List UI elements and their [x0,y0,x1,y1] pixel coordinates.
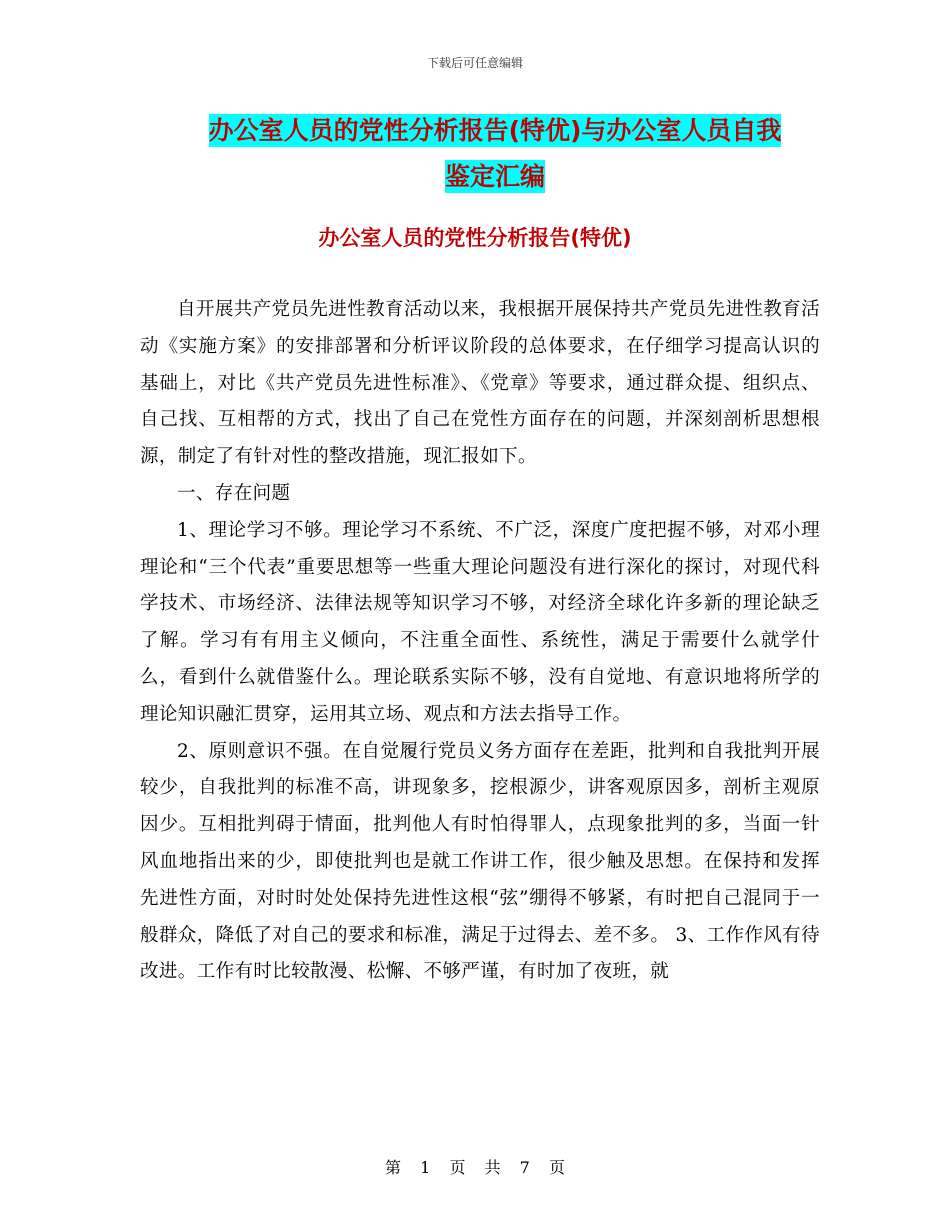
document-title [150,108,840,200]
paragraph-heading-problems: 一、存在问题 [177,482,291,504]
footer-total-pages: 7 [519,1158,530,1177]
document-body [140,292,820,991]
paragraph-item-2: 2、原则意识不强。在自觉履行党员义务方面存在差距，批判和自我批判开展较少，自我批判的标准不高，讲现象多，挖根源少，讲客观原因多，剖析主观原因少。互相批判碍于情面，批判他人有时怕得罪人，点现象批判的多，当面一针风血地指出来的少，即使批判也是就工作讲工作，很少触及思想。在保持和发挥先进性方面，对时时处处保持先进性这根“弦”绷得不够紧，有时把自己混同于一般群众，降低了对自己的要求和标准，满足于过得去、差不多。 3、工作作风有待改进。工作有时比较散漫、松懈、不够严谨，有时加了夜班，就 [140,740,820,983]
footer-page-label: 页 [449,1158,466,1177]
footer-prefix: 第 [385,1158,402,1177]
section-title: 办公室人员的党性分析报告(特优) [318,226,632,250]
paragraph-intro: 自开展共产党员先进性教育活动以来，我根据开展保持共产党员先进性教育活动《实施方案》的安排部署和分析评议阶段的总体要求，在仔细学习提高认识的基础上，对比《共产党员先进性标准》、《党章》等要求，通过群众提、组织点、自己找、互相帮的方式，找出了自己在党性方面存在的问题，并深刻剖析思想根源，制定了有针对性的整改措施，现汇报如下。 [140,299,820,468]
document-title-line1: 办公室人员的党性分析报告(特优)与办公室人员自我 [208,116,782,145]
header-note: 下载后可任意编辑 [426,56,523,70]
page-footer [0,1155,950,1178]
paragraph-item-1: 1、理论学习不够。理论学习不系统、不广泛，深度广度把握不够，对邓小理理论和“三个代表”重要思想等一些重大理论问题没有进行深化的探讨，对现代科学技术、市场经济、法律法规等知识学习不够，对经济全球化许多新的理论缺乏了解。学习有有用主义倾向，不注重全面性、系统性，满足于需要什么就学什么，看到什么就借鉴什么。理论联系实际不够，没有自觉地、有意识地将所学的理论知识融汇贯穿，运用其立场、观点和方法去指导工作。 [140,519,820,725]
footer-total-prefix: 共 [484,1158,501,1177]
footer-page-number: 1 [420,1158,431,1177]
footer-suffix: 页 [548,1158,565,1177]
document-title-line2: 鉴定汇编 [444,162,545,191]
